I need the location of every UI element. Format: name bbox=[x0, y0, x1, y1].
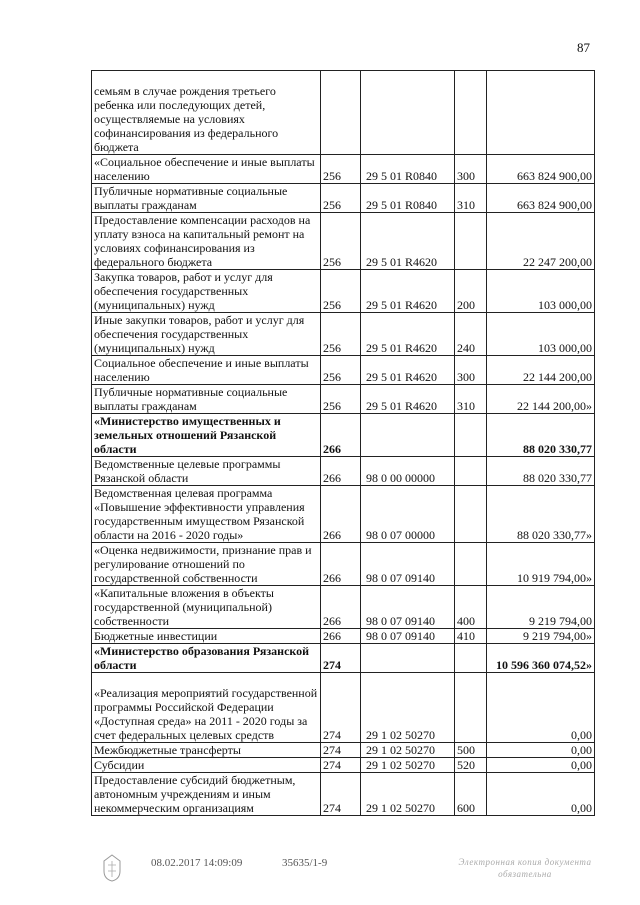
row-target-code: 29 5 01 R4620 bbox=[361, 270, 455, 313]
table-row bbox=[92, 414, 595, 457]
watermark-line-2: обязательна bbox=[498, 869, 552, 879]
table-row bbox=[92, 644, 595, 673]
row-name: Социальное обеспечение и иные выплаты населению bbox=[92, 356, 321, 385]
row-expense-type: 310 bbox=[455, 184, 487, 213]
footer-doc-code: 35635/1-9 bbox=[282, 857, 328, 869]
table-row bbox=[92, 71, 595, 155]
row-amount: 0,00 bbox=[487, 758, 595, 773]
table-row bbox=[92, 629, 595, 644]
row-name: Межбюджетные трансферты bbox=[92, 743, 321, 758]
row-target-code: 98 0 00 00000 bbox=[361, 457, 455, 486]
row-ministry-code: 256 bbox=[321, 213, 361, 270]
row-expense-type: 240 bbox=[455, 313, 487, 356]
table-row bbox=[92, 385, 595, 414]
table-row bbox=[92, 586, 595, 629]
row-amount: 22 144 200,00 bbox=[487, 356, 595, 385]
row-expense-type bbox=[455, 644, 487, 673]
row-target-code: 98 0 07 09140 bbox=[361, 543, 455, 586]
row-ministry-code: 266 bbox=[321, 486, 361, 543]
row-ministry-code: 266 bbox=[321, 457, 361, 486]
row-amount: 0,00 bbox=[487, 673, 595, 743]
row-expense-type bbox=[455, 414, 487, 457]
row-name: Ведомственная целевая программа «Повышение эффективности управления государственным имуществом Рязанской области на 2016 - 2020 годы» bbox=[92, 486, 321, 543]
row-ministry-code: 256 bbox=[321, 313, 361, 356]
row-name: Предоставление субсидий бюджетным, автономным учреждениям и иным некоммерческим организациям bbox=[92, 773, 321, 816]
row-ministry-code: 266 bbox=[321, 543, 361, 586]
row-target-code: 98 0 07 09140 bbox=[361, 586, 455, 629]
table-row bbox=[92, 743, 595, 758]
row-amount: 88 020 330,77 bbox=[487, 457, 595, 486]
row-expense-type: 310 bbox=[455, 385, 487, 414]
table-row bbox=[92, 270, 595, 313]
row-ministry-code: 274 bbox=[321, 773, 361, 816]
table-row bbox=[92, 184, 595, 213]
row-name: «Оценка недвижимости, признание прав и регулирование отношений по государственной собственности bbox=[92, 543, 321, 586]
row-amount: 0,00 bbox=[487, 743, 595, 758]
page-number: 87 bbox=[577, 40, 590, 55]
row-amount: 663 824 900,00 bbox=[487, 184, 595, 213]
row-amount: 10 919 794,00» bbox=[487, 543, 595, 586]
row-amount: 103 000,00 bbox=[487, 313, 595, 356]
row-ministry-code: 256 bbox=[321, 270, 361, 313]
row-ministry-code: 274 bbox=[321, 743, 361, 758]
row-expense-type: 200 bbox=[455, 270, 487, 313]
table-row bbox=[92, 457, 595, 486]
row-ministry-code: 256 bbox=[321, 385, 361, 414]
table-row bbox=[92, 773, 595, 816]
table-row bbox=[92, 213, 595, 270]
row-name: «Реализация мероприятий государственной программы Российской Федерации «Доступная среда» на 2011 - 2020 годы за счет федеральных целевых средств bbox=[92, 673, 321, 743]
row-expense-type: 300 bbox=[455, 155, 487, 184]
row-name: семьям в случае рождения третьего ребенка или последующих детей, осуществляемые на условиях софинансирования из федерального бюджета bbox=[92, 71, 321, 155]
crest-stamp-icon bbox=[100, 853, 124, 883]
row-target-code: 29 1 02 50270 bbox=[361, 673, 455, 743]
row-amount: 10 596 360 074,52» bbox=[487, 644, 595, 673]
row-name: «Министерство имущественных и земельных отношений Рязанской области bbox=[92, 414, 321, 457]
row-ministry-code: 256 bbox=[321, 184, 361, 213]
row-target-code: 29 1 02 50270 bbox=[361, 743, 455, 758]
row-target-code bbox=[361, 414, 455, 457]
row-target-code: 29 5 01 R4620 bbox=[361, 356, 455, 385]
row-name: «Капитальные вложения в объекты государственной (муниципальной) собственности bbox=[92, 586, 321, 629]
footer-date: 08.02.2017 14:09:09 bbox=[151, 857, 243, 869]
row-name: «Социальное обеспечение и иные выплаты населению bbox=[92, 155, 321, 184]
row-amount: 0,00 bbox=[487, 773, 595, 816]
row-amount: 22 144 200,00» bbox=[487, 385, 595, 414]
row-target-code: 98 0 07 00000 bbox=[361, 486, 455, 543]
row-ministry-code: 274 bbox=[321, 758, 361, 773]
row-amount: 88 020 330,77 bbox=[487, 414, 595, 457]
row-amount: 663 824 900,00 bbox=[487, 155, 595, 184]
budget-table-body bbox=[92, 71, 595, 816]
row-ministry-code: 274 bbox=[321, 673, 361, 743]
row-name: Закупка товаров, работ и услуг для обеспечения государственных (муниципальных) нужд bbox=[92, 270, 321, 313]
row-name: «Министерство образования Рязанской области bbox=[92, 644, 321, 673]
row-amount bbox=[487, 71, 595, 155]
row-expense-type: 520 bbox=[455, 758, 487, 773]
row-name: Предоставление компенсации расходов на уплату взноса на капитальный ремонт на условиях софинансирования из федерального бюджета bbox=[92, 213, 321, 270]
row-ministry-code: 266 bbox=[321, 414, 361, 457]
electronic-copy-watermark bbox=[450, 856, 600, 880]
row-name: Бюджетные инвестиции bbox=[92, 629, 321, 644]
row-name: Публичные нормативные социальные выплаты гражданам bbox=[92, 385, 321, 414]
table-row bbox=[92, 543, 595, 586]
row-expense-type: 400 bbox=[455, 586, 487, 629]
row-ministry-code: 256 bbox=[321, 155, 361, 184]
row-name: Субсидии bbox=[92, 758, 321, 773]
row-expense-type bbox=[455, 543, 487, 586]
row-target-code: 29 5 01 R4620 bbox=[361, 385, 455, 414]
table-row bbox=[92, 673, 595, 743]
watermark-line-1: Электронная копия документа bbox=[458, 857, 592, 867]
row-amount: 103 000,00 bbox=[487, 270, 595, 313]
row-target-code: 29 5 01 R0840 bbox=[361, 155, 455, 184]
row-expense-type: 500 bbox=[455, 743, 487, 758]
row-ministry-code: 266 bbox=[321, 629, 361, 644]
row-amount: 9 219 794,00» bbox=[487, 629, 595, 644]
row-expense-type: 300 bbox=[455, 356, 487, 385]
row-name: Публичные нормативные социальные выплаты гражданам bbox=[92, 184, 321, 213]
row-target-code bbox=[361, 71, 455, 155]
row-target-code: 29 1 02 50270 bbox=[361, 773, 455, 816]
row-ministry-code bbox=[321, 71, 361, 155]
table-row bbox=[92, 486, 595, 543]
row-target-code bbox=[361, 644, 455, 673]
row-expense-type bbox=[455, 213, 487, 270]
row-target-code: 29 5 01 R4620 bbox=[361, 213, 455, 270]
row-expense-type bbox=[455, 486, 487, 543]
row-target-code: 98 0 07 09140 bbox=[361, 629, 455, 644]
row-expense-type: 600 bbox=[455, 773, 487, 816]
table-row bbox=[92, 313, 595, 356]
table-row bbox=[92, 356, 595, 385]
budget-table bbox=[91, 70, 595, 816]
row-amount: 22 247 200,00 bbox=[487, 213, 595, 270]
row-target-code: 29 5 01 R0840 bbox=[361, 184, 455, 213]
row-ministry-code: 256 bbox=[321, 356, 361, 385]
row-amount: 9 219 794,00 bbox=[487, 586, 595, 629]
row-amount: 88 020 330,77» bbox=[487, 486, 595, 543]
row-expense-type: 410 bbox=[455, 629, 487, 644]
table-row bbox=[92, 155, 595, 184]
row-expense-type bbox=[455, 673, 487, 743]
row-name: Иные закупки товаров, работ и услуг для обеспечения государственных (муниципальных) нужд bbox=[92, 313, 321, 356]
row-expense-type bbox=[455, 457, 487, 486]
row-target-code: 29 5 01 R4620 bbox=[361, 313, 455, 356]
row-name: Ведомственные целевые программы Рязанской области bbox=[92, 457, 321, 486]
row-target-code: 29 1 02 50270 bbox=[361, 758, 455, 773]
table-row bbox=[92, 758, 595, 773]
row-ministry-code: 266 bbox=[321, 586, 361, 629]
row-expense-type bbox=[455, 71, 487, 155]
row-ministry-code: 274 bbox=[321, 644, 361, 673]
